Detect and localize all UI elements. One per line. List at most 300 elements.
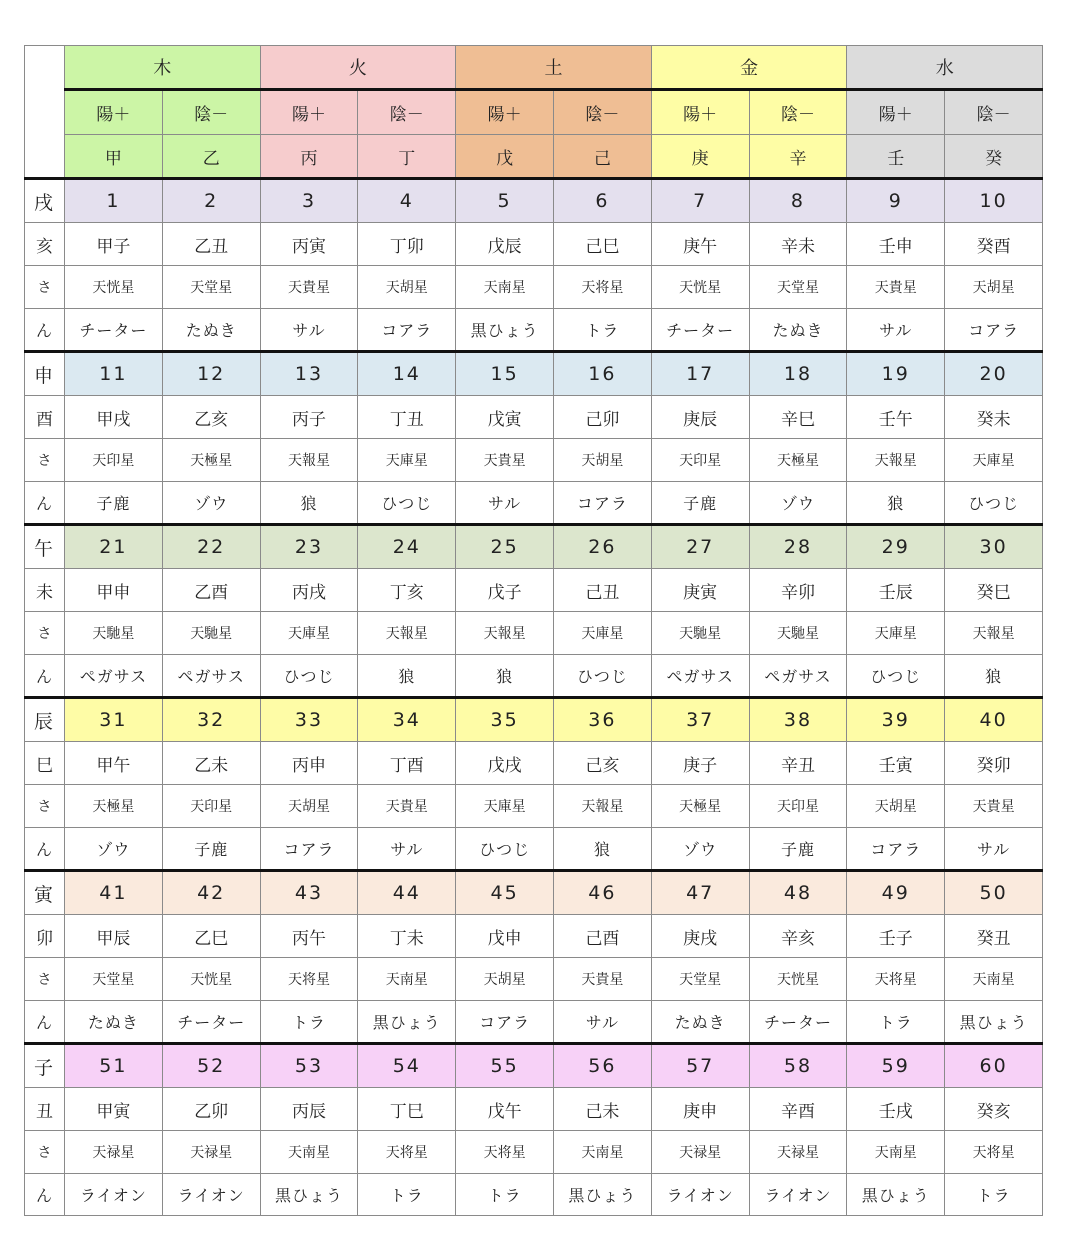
element-header-row [25,46,1043,90]
group-2-numbers-row [25,352,1043,396]
animal-cell: ひつじ [553,655,651,698]
animal-cell: ペガサス [65,655,163,698]
star-cell: 天胡星 [945,266,1043,309]
element-header: 土 [456,46,652,90]
pillar-cell: 丙子 [260,396,358,439]
group-label-char: ん [25,1174,65,1216]
pillar-cell: 己巳 [553,223,651,266]
star-cell: 天貴星 [945,785,1043,828]
group-6-animals-row [25,1174,1043,1216]
animal-cell: コアラ [260,828,358,871]
pillar-cell: 丙申 [260,742,358,785]
pillar-cell: 丁未 [358,915,456,958]
animal-cell: コアラ [847,828,945,871]
star-cell: 天庫星 [260,612,358,655]
group-4-stars-row [25,785,1043,828]
star-cell: 天貴星 [358,785,456,828]
star-cell: 天南星 [358,958,456,1001]
group-label-char: 卯 [25,915,65,958]
animal-cell: 狼 [945,655,1043,698]
number-cell: 41 [65,871,163,915]
animal-cell: チーター [651,309,749,352]
star-cell: 天胡星 [847,785,945,828]
pillar-cell: 辛未 [749,223,847,266]
pillar-cell: 甲申 [65,569,163,612]
star-cell: 天極星 [65,785,163,828]
group-6-pillars-row [25,1088,1043,1131]
number-cell: 16 [553,352,651,396]
star-cell: 天堂星 [651,958,749,1001]
star-cell: 天貴星 [847,266,945,309]
group-label-char: 辰 [25,698,65,742]
star-cell: 天庫星 [945,439,1043,482]
element-header: 木 [65,46,261,90]
group-1-stars-row [25,266,1043,309]
star-cell: 天禄星 [651,1131,749,1174]
group-label-char: 酉 [25,396,65,439]
yinyang-header: 陰－ [358,90,456,135]
group-label-char: さ [25,266,65,309]
star-cell: 天報星 [260,439,358,482]
pillar-cell: 戊午 [456,1088,554,1131]
star-cell: 天報星 [553,785,651,828]
number-cell: 44 [358,871,456,915]
pillar-cell: 丙辰 [260,1088,358,1131]
number-cell: 57 [651,1044,749,1088]
animal-cell: ペガサス [749,655,847,698]
pillar-cell: 庚申 [651,1088,749,1131]
group-5-animals-row [25,1001,1043,1044]
stem-header: 辛 [749,135,847,179]
yinyang-header: 陽＋ [651,90,749,135]
pillar-cell: 丁卯 [358,223,456,266]
group-4-pillars-row [25,742,1043,785]
star-cell: 天馳星 [65,612,163,655]
animal-cell: ひつじ [847,655,945,698]
yinyang-header-row [25,90,1043,135]
stem-header-row [25,135,1043,179]
group-1-numbers-row [25,179,1043,223]
number-cell: 40 [945,698,1043,742]
pillar-cell: 戊子 [456,569,554,612]
pillar-cell: 己酉 [553,915,651,958]
star-cell: 天胡星 [260,785,358,828]
pillar-cell: 甲辰 [65,915,163,958]
group-label-char: 寅 [25,871,65,915]
number-cell: 55 [456,1044,554,1088]
pillar-cell: 丁亥 [358,569,456,612]
animal-cell: サル [358,828,456,871]
stem-header: 戊 [456,135,554,179]
star-cell: 天印星 [749,785,847,828]
animal-cell: ゾウ [162,482,260,525]
pillar-cell: 戊申 [456,915,554,958]
group-4-animals-row [25,828,1043,871]
pillar-cell: 癸未 [945,396,1043,439]
animal-cell: トラ [260,1001,358,1044]
animal-cell: トラ [456,1174,554,1216]
group-label-char: ん [25,309,65,352]
pillar-cell: 丁丑 [358,396,456,439]
pillar-cell: 庚辰 [651,396,749,439]
star-cell: 天将星 [553,266,651,309]
pillar-cell: 己亥 [553,742,651,785]
number-cell: 45 [456,871,554,915]
number-cell: 13 [260,352,358,396]
pillar-cell: 癸巳 [945,569,1043,612]
group-2-animals-row [25,482,1043,525]
star-cell: 天極星 [162,439,260,482]
pillar-cell: 辛卯 [749,569,847,612]
number-cell: 36 [553,698,651,742]
star-cell: 天禄星 [162,1131,260,1174]
number-cell: 5 [456,179,554,223]
star-cell: 天将星 [260,958,358,1001]
element-header: 水 [847,46,1043,90]
number-cell: 14 [358,352,456,396]
star-cell: 天堂星 [749,266,847,309]
pillar-cell: 壬子 [847,915,945,958]
animal-cell: 子鹿 [749,828,847,871]
yinyang-header: 陽＋ [847,90,945,135]
star-cell: 天貴星 [456,439,554,482]
animal-cell: ひつじ [358,482,456,525]
stem-header: 庚 [651,135,749,179]
star-cell: 天印星 [651,439,749,482]
animal-cell: サル [553,1001,651,1044]
star-cell: 天極星 [749,439,847,482]
animal-cell: たぬき [651,1001,749,1044]
group-label-char: ん [25,482,65,525]
star-cell: 天報星 [847,439,945,482]
number-cell: 10 [945,179,1043,223]
animal-cell: 黒ひょう [945,1001,1043,1044]
group-label-char: 丑 [25,1088,65,1131]
number-cell: 9 [847,179,945,223]
pillar-cell: 甲戌 [65,396,163,439]
number-cell: 12 [162,352,260,396]
number-cell: 21 [65,525,163,569]
star-cell: 天将星 [847,958,945,1001]
number-cell: 53 [260,1044,358,1088]
star-cell: 天報星 [358,612,456,655]
number-cell: 43 [260,871,358,915]
pillar-cell: 乙卯 [162,1088,260,1131]
number-cell: 4 [358,179,456,223]
number-cell: 37 [651,698,749,742]
pillar-cell: 壬辰 [847,569,945,612]
number-cell: 20 [945,352,1043,396]
animal-cell: トラ [945,1174,1043,1216]
star-cell: 天胡星 [456,958,554,1001]
number-cell: 27 [651,525,749,569]
star-cell: 天南星 [945,958,1043,1001]
group-label-char: さ [25,439,65,482]
number-cell: 30 [945,525,1043,569]
group-5-pillars-row [25,915,1043,958]
animal-cell: サル [945,828,1043,871]
animal-cell: ゾウ [65,828,163,871]
group-label-char: さ [25,612,65,655]
pillar-cell: 庚寅 [651,569,749,612]
pillar-cell: 壬戌 [847,1088,945,1131]
animal-cell: ライオン [749,1174,847,1216]
pillar-cell: 辛酉 [749,1088,847,1131]
yinyang-header: 陰－ [553,90,651,135]
star-cell: 天将星 [945,1131,1043,1174]
pillar-cell: 丙戌 [260,569,358,612]
star-cell: 天恍星 [162,958,260,1001]
star-cell: 天胡星 [358,266,456,309]
animal-cell: コアラ [456,1001,554,1044]
group-6-numbers-row [25,1044,1043,1088]
animal-fortune-table [24,45,1043,1216]
animal-cell: コアラ [358,309,456,352]
animal-cell: 子鹿 [651,482,749,525]
pillar-cell: 戊寅 [456,396,554,439]
group-2-pillars-row [25,396,1043,439]
animal-cell: 黒ひょう [456,309,554,352]
group-label-char: 申 [25,352,65,396]
pillar-cell: 己卯 [553,396,651,439]
star-cell: 天胡星 [553,439,651,482]
number-cell: 34 [358,698,456,742]
animal-cell: たぬき [749,309,847,352]
number-cell: 50 [945,871,1043,915]
stem-header: 己 [553,135,651,179]
star-cell: 天極星 [651,785,749,828]
star-cell: 天庫星 [358,439,456,482]
group-label-char: さ [25,1131,65,1174]
corner-cell [25,46,65,179]
pillar-cell: 甲午 [65,742,163,785]
number-cell: 29 [847,525,945,569]
stem-header: 壬 [847,135,945,179]
element-header: 金 [651,46,847,90]
pillar-cell: 丙寅 [260,223,358,266]
star-cell: 天禄星 [65,1131,163,1174]
star-cell: 天貴星 [553,958,651,1001]
animal-cell: 子鹿 [65,482,163,525]
number-cell: 23 [260,525,358,569]
number-cell: 51 [65,1044,163,1088]
number-cell: 35 [456,698,554,742]
group-5-stars-row [25,958,1043,1001]
star-cell: 天恍星 [65,266,163,309]
yinyang-header: 陽＋ [260,90,358,135]
star-cell: 天庫星 [553,612,651,655]
animal-cell: 狼 [260,482,358,525]
number-cell: 24 [358,525,456,569]
pillar-cell: 壬寅 [847,742,945,785]
number-cell: 7 [651,179,749,223]
animal-cell: 黒ひょう [553,1174,651,1216]
pillar-cell: 甲子 [65,223,163,266]
star-cell: 天恍星 [749,958,847,1001]
pillar-cell: 乙巳 [162,915,260,958]
animal-cell: コアラ [553,482,651,525]
animal-cell: チーター [162,1001,260,1044]
pillar-cell: 丙午 [260,915,358,958]
animal-cell: 黒ひょう [358,1001,456,1044]
star-cell: 天将星 [456,1131,554,1174]
animal-cell: ひつじ [945,482,1043,525]
star-cell: 天南星 [456,266,554,309]
animal-cell: チーター [749,1001,847,1044]
group-label-char: 戌 [25,179,65,223]
group-label-char: 巳 [25,742,65,785]
number-cell: 2 [162,179,260,223]
stem-header: 甲 [65,135,163,179]
pillar-cell: 癸亥 [945,1088,1043,1131]
star-cell: 天南星 [847,1131,945,1174]
animal-cell: トラ [358,1174,456,1216]
star-cell: 天印星 [162,785,260,828]
animal-cell: サル [456,482,554,525]
number-cell: 52 [162,1044,260,1088]
element-header: 火 [260,46,456,90]
number-cell: 17 [651,352,749,396]
animal-cell: チーター [65,309,163,352]
star-cell: 天南星 [260,1131,358,1174]
animal-cell: 狼 [847,482,945,525]
number-cell: 33 [260,698,358,742]
number-cell: 48 [749,871,847,915]
number-cell: 22 [162,525,260,569]
animal-cell: ライオン [162,1174,260,1216]
pillar-cell: 庚戌 [651,915,749,958]
yinyang-header: 陰－ [749,90,847,135]
group-4-numbers-row [25,698,1043,742]
number-cell: 42 [162,871,260,915]
animal-cell: ライオン [65,1174,163,1216]
group-label-char: 子 [25,1044,65,1088]
animal-cell: たぬき [65,1001,163,1044]
number-cell: 49 [847,871,945,915]
animal-cell: ゾウ [749,482,847,525]
group-label-char: ん [25,1001,65,1044]
number-cell: 38 [749,698,847,742]
animal-cell: ライオン [651,1174,749,1216]
yinyang-header: 陽＋ [456,90,554,135]
number-cell: 59 [847,1044,945,1088]
pillar-cell: 戊辰 [456,223,554,266]
pillar-cell: 乙酉 [162,569,260,612]
group-label-char: 未 [25,569,65,612]
number-cell: 28 [749,525,847,569]
number-cell: 15 [456,352,554,396]
animal-cell: 狼 [553,828,651,871]
animal-cell: ペガサス [162,655,260,698]
group-5-numbers-row [25,871,1043,915]
number-cell: 60 [945,1044,1043,1088]
number-cell: 54 [358,1044,456,1088]
stem-header: 乙 [162,135,260,179]
star-cell: 天恍星 [651,266,749,309]
number-cell: 56 [553,1044,651,1088]
pillar-cell: 癸丑 [945,915,1043,958]
pillar-cell: 辛亥 [749,915,847,958]
animal-cell: サル [847,309,945,352]
pillar-cell: 癸酉 [945,223,1043,266]
pillar-cell: 己未 [553,1088,651,1131]
animal-cell: コアラ [945,309,1043,352]
animal-cell: ゾウ [651,828,749,871]
animal-cell: 子鹿 [162,828,260,871]
group-label-char: さ [25,785,65,828]
group-3-numbers-row [25,525,1043,569]
star-cell: 天堂星 [65,958,163,1001]
animal-cell: たぬき [162,309,260,352]
star-cell: 天馳星 [651,612,749,655]
animal-cell: ひつじ [260,655,358,698]
number-cell: 8 [749,179,847,223]
pillar-cell: 己丑 [553,569,651,612]
pillar-cell: 甲寅 [65,1088,163,1131]
pillar-cell: 乙亥 [162,396,260,439]
pillar-cell: 辛巳 [749,396,847,439]
number-cell: 18 [749,352,847,396]
number-cell: 19 [847,352,945,396]
number-cell: 1 [65,179,163,223]
animal-cell: 狼 [456,655,554,698]
pillar-cell: 乙丑 [162,223,260,266]
group-3-animals-row [25,655,1043,698]
yinyang-header: 陰－ [162,90,260,135]
star-cell: 天馳星 [162,612,260,655]
animal-cell: トラ [847,1001,945,1044]
group-label-char: さ [25,958,65,1001]
star-cell: 天馳星 [749,612,847,655]
number-cell: 46 [553,871,651,915]
star-cell: 天庫星 [456,785,554,828]
group-6-stars-row [25,1131,1043,1174]
number-cell: 32 [162,698,260,742]
number-cell: 58 [749,1044,847,1088]
star-cell: 天報星 [945,612,1043,655]
pillar-cell: 丁酉 [358,742,456,785]
stem-header: 癸 [945,135,1043,179]
number-cell: 6 [553,179,651,223]
star-cell: 天印星 [65,439,163,482]
pillar-cell: 戊戌 [456,742,554,785]
star-cell: 天堂星 [162,266,260,309]
star-cell: 天報星 [456,612,554,655]
star-cell: 天禄星 [749,1131,847,1174]
animal-cell: 黒ひょう [260,1174,358,1216]
group-2-stars-row [25,439,1043,482]
group-label-char: ん [25,655,65,698]
star-cell: 天貴星 [260,266,358,309]
number-cell: 11 [65,352,163,396]
animal-cell: ペガサス [651,655,749,698]
pillar-cell: 壬申 [847,223,945,266]
number-cell: 3 [260,179,358,223]
group-1-pillars-row [25,223,1043,266]
yinyang-header: 陽＋ [65,90,163,135]
animal-cell: ひつじ [456,828,554,871]
number-cell: 31 [65,698,163,742]
animal-cell: 黒ひょう [847,1174,945,1216]
pillar-cell: 壬午 [847,396,945,439]
group-label-char: 午 [25,525,65,569]
animal-cell: 狼 [358,655,456,698]
star-cell: 天庫星 [847,612,945,655]
group-label-char: 亥 [25,223,65,266]
number-cell: 47 [651,871,749,915]
pillar-cell: 癸卯 [945,742,1043,785]
number-cell: 39 [847,698,945,742]
